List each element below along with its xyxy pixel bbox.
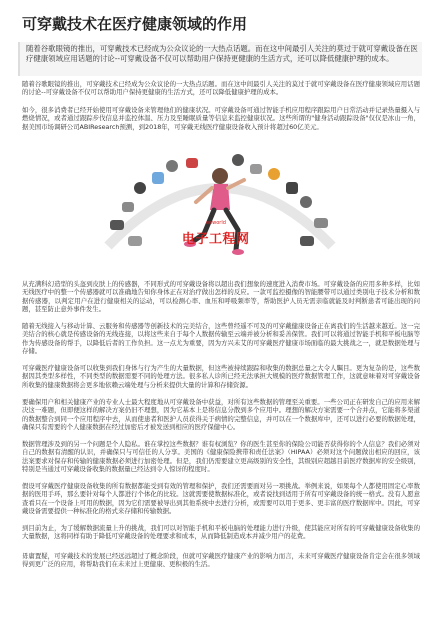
paragraph-5: 可穿戴医疗健康设备可以收集到我们身体与行为产生的大量数据，但这些被持续跟踪和收集的数据总量之大令人瞩目。更为复杂的是，这些数据因其类型多样性，不同类型的数据需要不同的处理方法。很多私人诊所已经无法承担大规模的医疗数据管理工作，这就意味着对可穿戴设备所收集的健康数据将会更多地依赖云端处理与分析来提供大量的计算和存储资源。 <box>22 364 420 389</box>
paragraph-3: 从充满科幻造型的头盔到皮肤上的传感器，不同形式的可穿戴设备将以超出我们想象的速度进入消费市场。可穿戴设备的应用多种多样，比如无线医疗中的整一个传感器就可以准确地告知你身体正在对治疗做出怎样的反应。一款可监控摄像的智能腰带可以通过类别电子技术分析和数据传感器，以判定用户在进行健康相关的运动，可以检测心率、血压和呼吸频率等，帮助医护人员无需亲临就能及时判断患者可能出现的问题，甚至防止意外事件发生。 <box>22 280 420 313</box>
paragraph-2: 如今，很多消费者已经开始使用可穿戴设备来管理他们的健康状况。可穿戴设备可通过智能手机应用程序跟踪用户日常活动并记录热量摄入与燃烧情况，或者通过跟踪步伐信息并监控体温、压力及至睡眠质量等信息来监控健康状况。这些所谓的"健身活动跟踪设备"仅仅是冰山一角，据美国市场调研公司ABIResearch预测，到2018年，可穿戴无线医疗健康设备收入预计将超过60亿美元。 <box>22 106 420 131</box>
page-title: 可穿戴技术在医疗健康领域的作用 <box>22 15 248 33</box>
paragraph-7: 数据管理涉及到的另一个问题是个人隐私。谁在掌控这些数据？谁有权浏览？你的医生甚至你的保险公司能否获得你的个人信息？我们必须对自己的数据有清醒的认识，并确保只与可信任的人分享。美国的《健康保险携带和责任法案》（HIPAA）必须对这个问题做出相应的回应，该法案要求对保存和传输的健康数据必须进行加密处理。但是，我们仍需要建立更高级别的安全性，其级别应超越目前医疗数据库的安全级别，特别是当通过可穿戴设备收集的数据量已经达到令人惊讶的程度时。 <box>22 440 420 473</box>
paragraph-10: 毋庸置疑，可穿戴技术的发展已经远远超过了概念阶段，但就可穿戴医疗健康产业的影响力而言，未来可穿戴医疗健康设备肯定会在很多领域得到更广泛的应用，将帮助我们在未来过上更健康、更积极的生活。 <box>22 552 420 569</box>
watermark-logo: 电子工程网 <box>182 232 250 247</box>
paragraph-9: 到目前为止，为了缓解数据流量上升的挑战，我们可以对智能手机和平板电脑的处理能力进行升级，使其能应对所有的可穿戴健康设备收集的大量数据，这将同样有助于降低可穿戴设备的处理要求和成本，从而降低制造成本并减少用户的花费。 <box>22 524 420 541</box>
paragraph-1: 随着谷歌眼镜的推出，可穿戴技术已经成为公众议论的一大热点话题。而在这中间最引人关注的莫过于就可穿戴设备在医疗健康领域应用话题的讨论--可穿戴设备不仅可以帮助用户保持更健康的生活方式，还可以降低健康护理的成本。 <box>22 80 420 97</box>
paragraph-4: 随着无线接入与移动计算、云服务和传感器等创新技术的完美结合，这些曾经遥不可及的可穿戴健康设备正在离我们的生活越来越近。这一完美结合的核心就是传感设备的无线连接，以将这些来自于每个人数据传输至云端并被分析和妥善保管。我们可以将通过智能手机和平板电脑等作为传感设备的帮手，以降低后者的工作负担。这一点尤为重要，因为方兴未艾的可穿戴医疗健康市场面临的最大挑战之一，就是数据处理与存储。 <box>22 322 420 355</box>
paragraph-8: 假设可穿戴医疗健康设备收集的所有数据都能受到有效的管理和保护，我们还需要面对另一项挑战。举例来说，如果每个人都使用固定心率数据的医用手环，那么要针对每个人都进行个体化的比较。这就需要使数据标准化，或者说找到适用于所有可穿戴设备的统一格式。没有人愿意查看只在一个设备上可用的数据，因为它们需要被导出到其他系统中去进行分析，或需要可以用于更多、更丰富的医疗数据库中。因此，可穿戴设备需要提供一种标准化的格式来存储和传输数据。 <box>22 482 420 515</box>
watermark-site: eeworld <box>206 220 226 226</box>
wearable-devices-illustration <box>88 150 352 266</box>
paragraph-6: 要确保用户和相关健康产业的专业人士最大程度地从可穿戴设备中获益，对所有这些数据的管理至关重要。一些公司正在研发自己的应用来解决这一难题，但即便这样的解决方案仍旧不理想，因为它基本上是将信息分散到多个应用中。理想的解决方案需要一个合并点，它能将多渠道的数据整合到同一个应用程序中去，从而使患者和医护人员获得关于病情的完整信息，并可以在一个数据库中，还可以进行必要的数据处理，确保只有需要的个人健康数据在经过加密后才被发送到相应的医疗保健中心。 <box>22 398 420 431</box>
intro-text: 随着谷歌眼镜的推出，可穿戴技术已经成为公众议论的一大热点话题。而在这中间最引人关注的莫过于就可穿戴设备在医疗健康领域应用话题的讨论--可穿戴设备不仅可以帮助用户保持更健康的生活方式，还可以降低健康护理的成本。 <box>26 44 418 63</box>
article-illustration <box>88 150 352 266</box>
intro-box <box>18 42 422 76</box>
